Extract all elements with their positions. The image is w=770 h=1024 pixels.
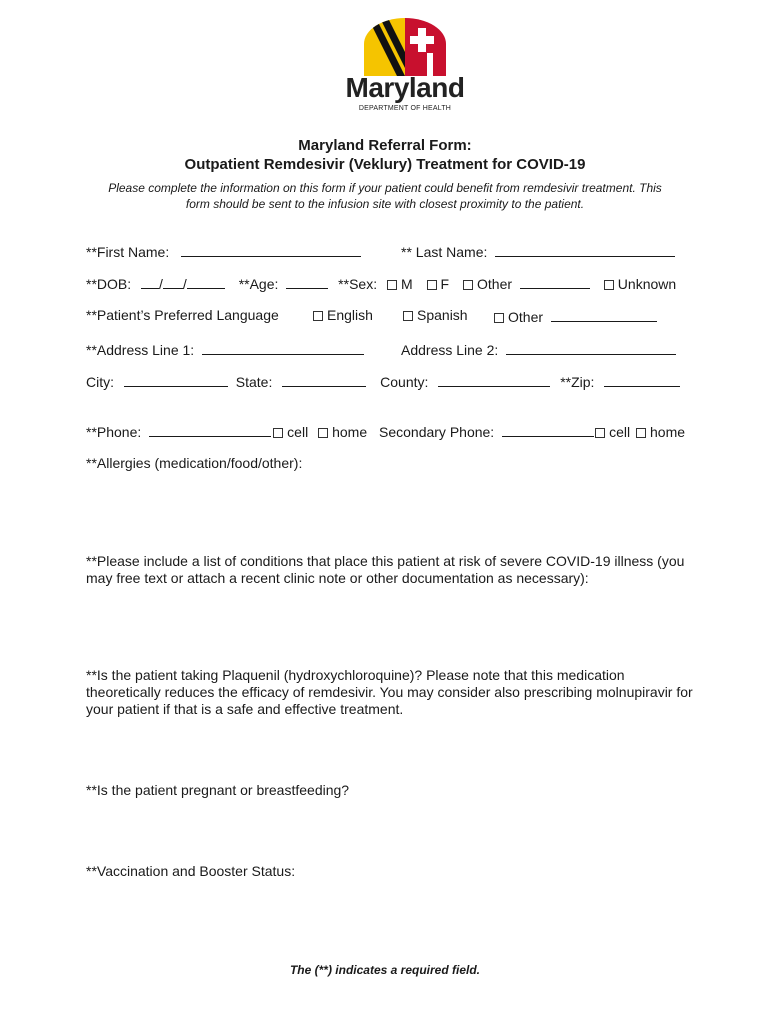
allergies-label: **Allergies (medication/food/other): (86, 455, 303, 471)
phone-cell-label: cell (287, 424, 309, 440)
sex-other-checkbox[interactable] (463, 280, 473, 290)
title-line-2: Outpatient Remdesivir (Veklury) Treatment for COVID-19 (184, 156, 586, 173)
last-name-row (401, 242, 675, 260)
address2-field[interactable] (506, 340, 676, 355)
sex-label: **Sex: (338, 276, 378, 292)
dob-row (86, 274, 676, 292)
last-name-field[interactable] (495, 242, 675, 257)
sex-f-checkbox[interactable] (427, 280, 437, 290)
plaquenil-line-3: your patient if that is a safe and effective treatment. (86, 701, 404, 717)
zip-label: **Zip: (560, 374, 595, 390)
lang-other-field[interactable] (551, 307, 657, 322)
sex-m-label: M (400, 276, 413, 292)
dob-separator: / (159, 276, 163, 292)
vaccination-question: **Vaccination and Booster Status: (86, 863, 296, 879)
first-name-row (86, 242, 361, 260)
plaquenil-line-1: **Is the patient taking Plaquenil (hydroxychloroquine)? Please note that this medication (86, 667, 625, 683)
county-label: County: (380, 374, 429, 390)
lang-other-label: Other (508, 309, 544, 325)
address1-label: **Address Line 1: (86, 342, 195, 358)
sex-m-checkbox[interactable] (387, 280, 397, 290)
first-name-field[interactable] (181, 242, 361, 257)
secondary-home-checkbox[interactable] (636, 428, 646, 438)
lang-english-checkbox[interactable] (313, 311, 323, 321)
dob-separator: / (182, 276, 187, 292)
phone-field[interactable] (149, 422, 271, 437)
secondary-phone-field[interactable] (502, 422, 594, 437)
instructions (0, 180, 770, 212)
logo-subtitle: DEPARTMENT OF HEALTH (358, 105, 452, 112)
lang-english-label: English (327, 307, 373, 323)
first-name-label: **First Name: (86, 244, 170, 260)
dob-day-field[interactable] (163, 274, 183, 289)
sex-unknown-checkbox[interactable] (604, 280, 614, 290)
dob-year-field[interactable] (187, 274, 225, 289)
secondary-cell-checkbox[interactable] (595, 428, 605, 438)
maryland-flag-icon (340, 18, 470, 78)
city-field[interactable] (124, 372, 228, 387)
sex-unknown-label: Unknown (617, 276, 677, 292)
state-label: State: (235, 374, 273, 390)
lang-other-option (494, 307, 657, 325)
sex-other-label: Other (477, 276, 513, 292)
form-title (0, 136, 770, 174)
lang-english-option (313, 307, 373, 323)
plaquenil-question (86, 667, 693, 718)
instructions-line-1: Please complete the information on this form if your patient could benefit from remdesivir treatment. This (108, 181, 662, 195)
state-field[interactable] (282, 372, 366, 387)
conditions-line-1: **Please include a list of conditions that place this patient at risk of severe COVID-19 illness (you (86, 553, 685, 569)
sex-f-label: F (440, 276, 450, 292)
instructions-line-2: form should be sent to the infusion site with closest proximity to the patient. (185, 197, 585, 211)
sex-other-field[interactable] (520, 274, 590, 289)
phone-cell-checkbox[interactable] (273, 428, 283, 438)
conditions-line-2: may free text or attach a recent clinic note or other documentation as necessary): (86, 570, 589, 586)
address1-row (86, 340, 364, 358)
secondary-phone-label: Secondary Phone: (379, 424, 495, 440)
dob-month-field[interactable] (141, 274, 159, 289)
lang-spanish-option (403, 307, 468, 323)
required-field-note: The (**) indicates a required field. (289, 963, 481, 977)
conditions-question (86, 553, 684, 587)
maryland-logo (340, 18, 470, 113)
lang-spanish-checkbox[interactable] (403, 311, 413, 321)
phone-home-checkbox[interactable] (318, 428, 328, 438)
secondary-cell-label: cell (609, 424, 631, 440)
pregnant-question: **Is the patient pregnant or breastfeeding? (86, 782, 350, 798)
address1-field[interactable] (202, 340, 364, 355)
lang-other-checkbox[interactable] (494, 313, 504, 323)
city-row (86, 372, 680, 390)
language-label: **Patient’s Preferred Language (86, 307, 279, 323)
age-field[interactable] (286, 274, 328, 289)
county-field[interactable] (438, 372, 550, 387)
logo-wordmark: Maryland (345, 72, 465, 103)
last-name-label: ** Last Name: (401, 244, 488, 260)
phone-row (86, 422, 685, 440)
address2-row (401, 340, 676, 358)
plaquenil-line-2: theoretically reduces the efficacy of remdesivir. You may consider also prescribing molnupiravir for (86, 684, 693, 700)
lang-spanish-label: Spanish (417, 307, 468, 323)
zip-field[interactable] (604, 372, 680, 387)
secondary-home-label: home (650, 424, 686, 440)
age-label: **Age: (238, 276, 279, 292)
dob-label: **DOB: (86, 276, 132, 292)
address2-label: Address Line 2: (401, 342, 499, 358)
phone-home-label: home (332, 424, 368, 440)
city-label: City: (86, 374, 114, 390)
phone-label: **Phone: (86, 424, 142, 440)
title-line-1: Maryland Referral Form: (298, 137, 472, 154)
